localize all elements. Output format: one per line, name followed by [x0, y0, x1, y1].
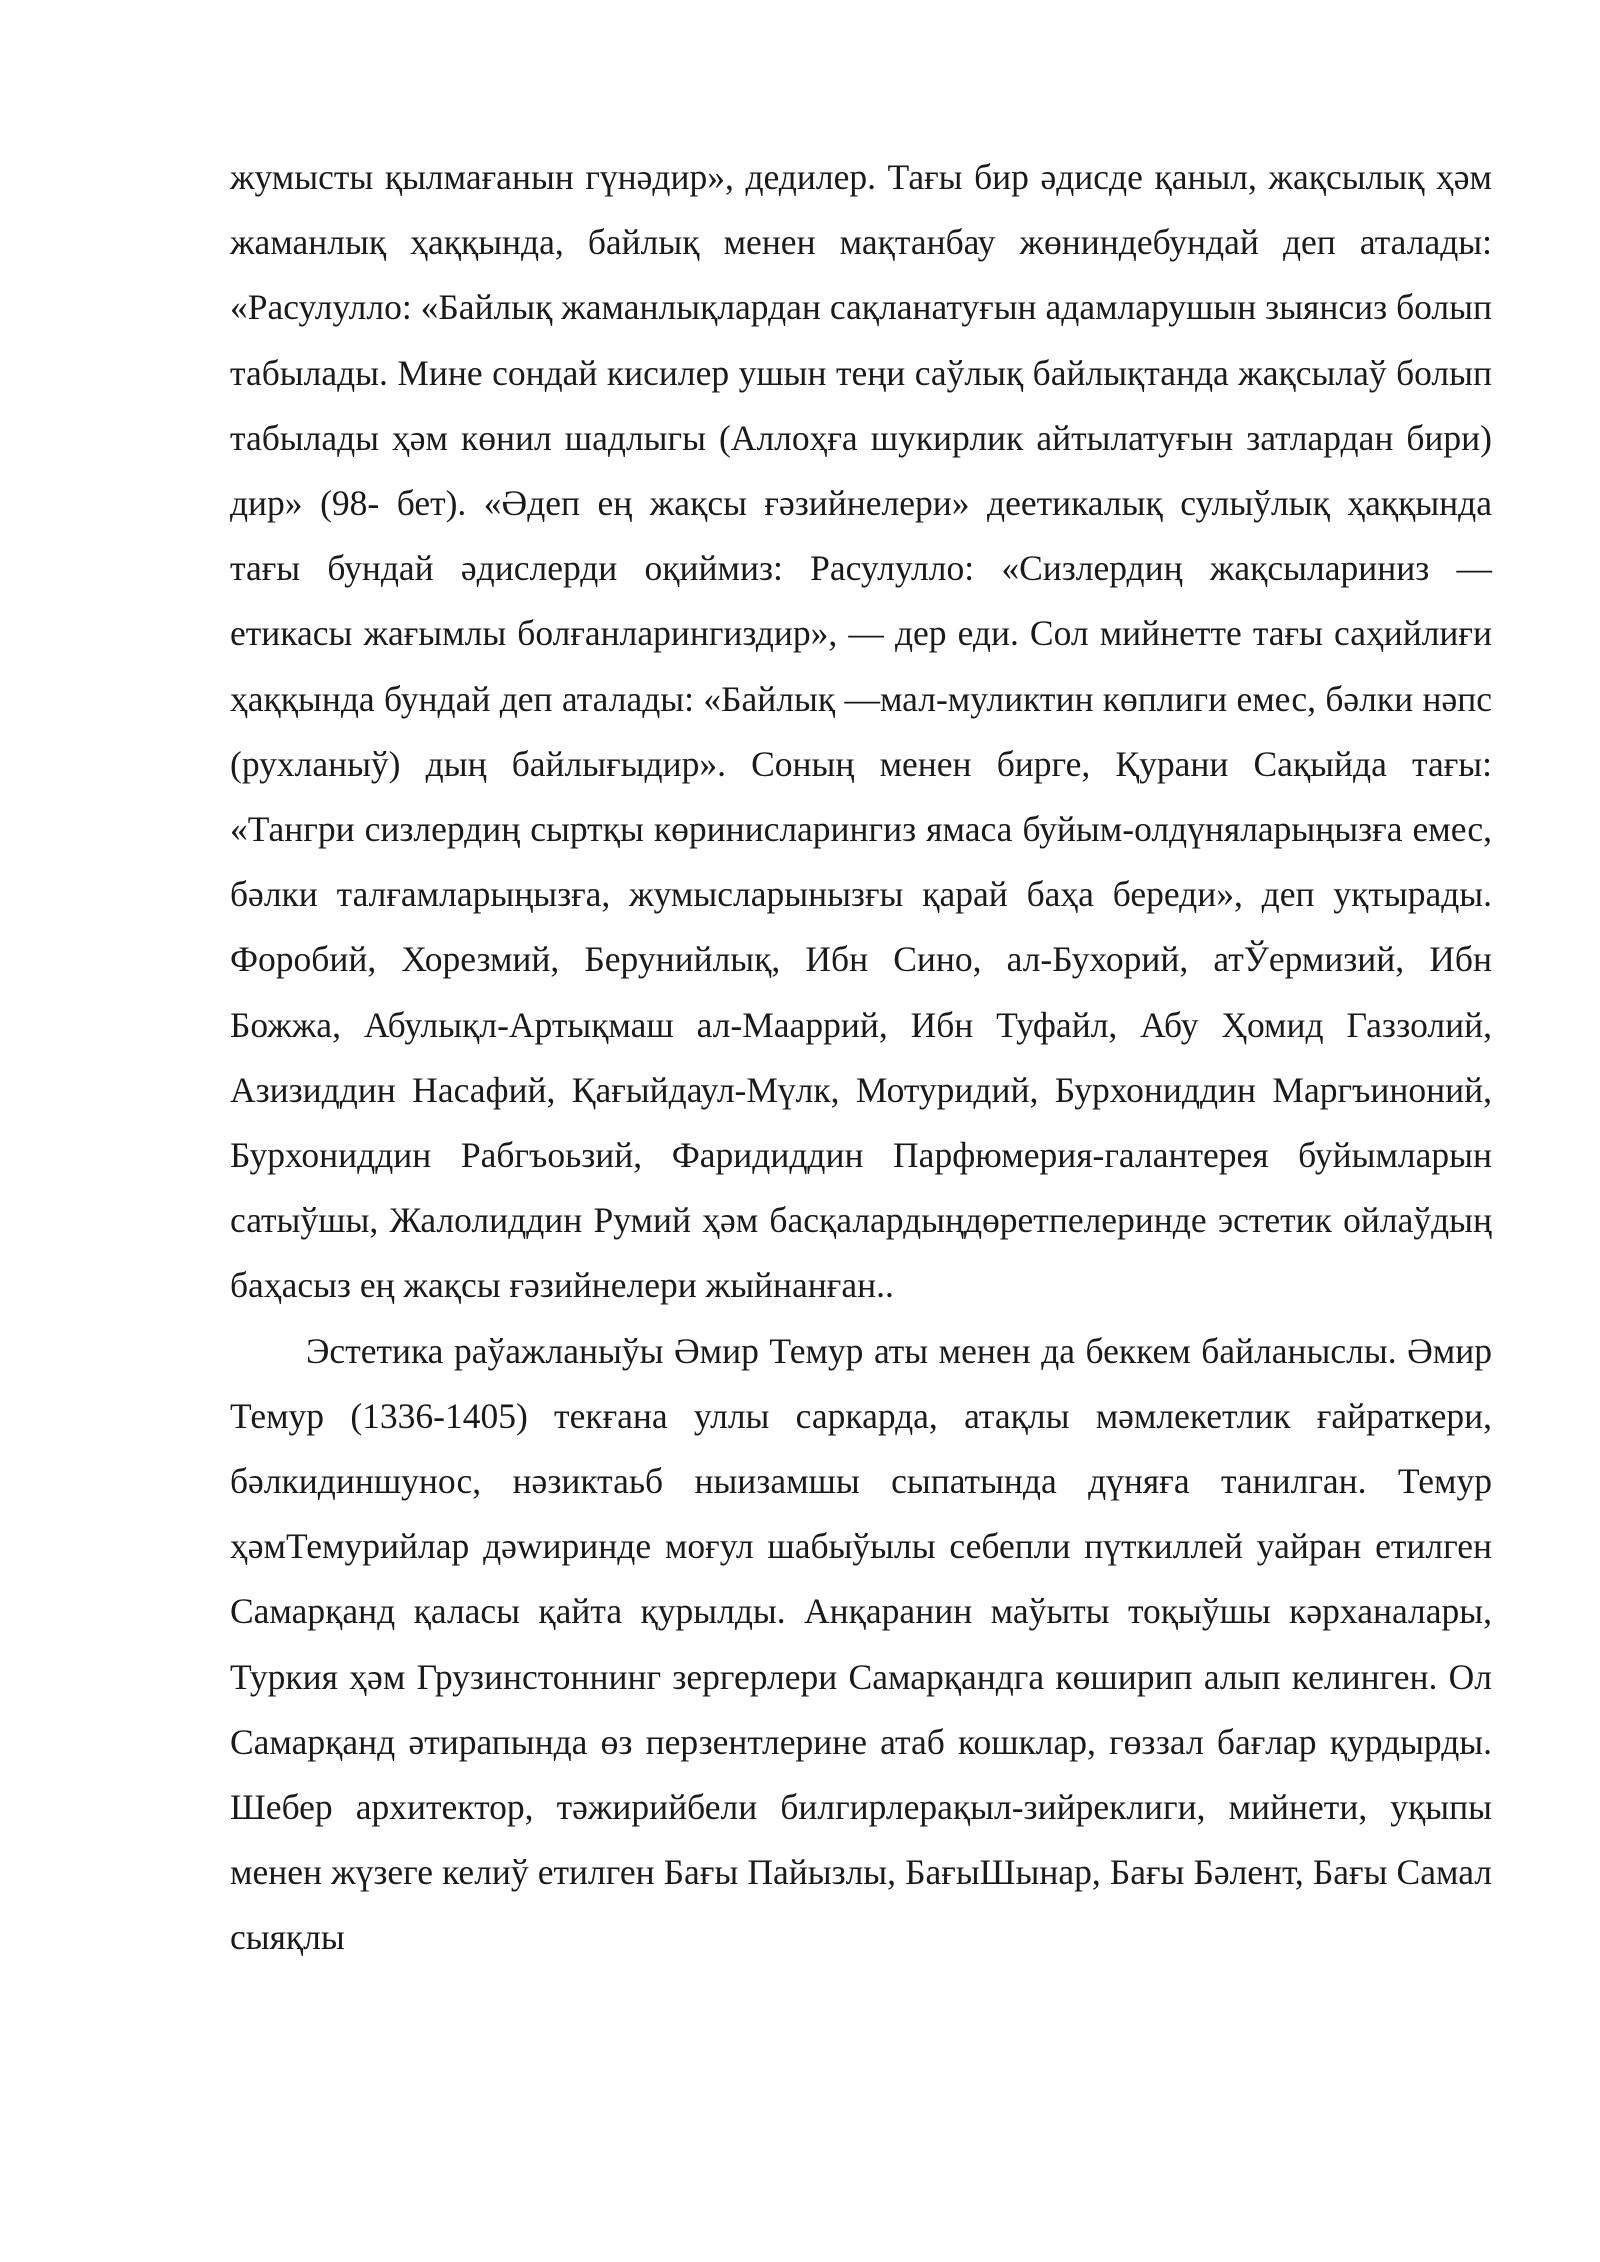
- body-text: [230, 145, 1492, 1971]
- paragraph-1: жумысты қылмағанын гүнәдир», дедилер. Тағы бир әдисде қаныл, жақсылық ҳәм жаманлық ҳаққында, байлық менен мақтанбау жөниндебундай деп аталады: «Расулулло: «Байлық жаманлықлардан сақланатуғын адамларушын зыянсиз болып табылады. Мине сондай кисилер ушын теңи саўлық байлықтанда жақсылаў болып табылады ҳәм көнил шадлыгы (Аллоҳға шукирлик айтылатуғын затлардан бири) дир» (98- бет). «Әдеп ең жақсы ғәзийнелери» деетикалық сулыўлық ҳаққында тағы бундай әдислерди оқиймиз: Расулулло: «Сизлердиң жақсылариниз — етикасы жағымлы болғанларингиздир», — дер еди. Сол мийнетте тағы саҳийлиғи ҳаққында бундай деп аталады: «Байлық —мал-муликтин көплиги емес, бәлки нәпс (рухланыў) дың байлығыдир». Соның менен бирге, Қурани Сақыйда тағы: «Тангри сизлердиң сыртқы көринисларингиз ямаса буйым-олдүняларыңызға емес, бәлки талғамларыңызға, жумысларынызғы қарай баҳа береди», деп уқтырады. Форобий, Хорезмий, Берунийлық, Ибн Сино, ал-Бухорий, атЎермизий, Ибн Божжа, Абулықл-Артықмаш ал-Мааррий, Ибн Туфайл, Абу Ҳомид Газзолий, Азизиддин Насафий, Қағыйдаул-Мүлк, Мотуридий, Бурхониддин Маргъиноний, Бурхониддин Рабгъоьзий, Фаридиддин Парфюмерия-галантерея буйымларын сатыўшы, Жалолиддин Румий ҳәм басқалардыңдөретпелеринде эстетик ойлаўдың баҳасыз ең жақсы ғәзийнелери жыйнанған..: [230, 157, 1492, 1306]
- paragraph-2: Эстетика раўажланыўы Әмир Темур аты менен да беккем байланыслы. Әмир Темур (1336-1405) текғана уллы саркарда, атақлы мәмлекетлик ғайраткери, бәлкидиншунос, нәзиктаьб ныизамшы сыпатында дүняға танилган. Темур ҳәмТемурийлар дәwиринде моғул шабыўылы себепли пүткиллей уайран етилген Самарқанд қаласы қайта қурылды. Анқаранин маўыты тоқыўшы кәрханалары, Туркия ҳәм Грузинстоннинг зергерлери Самарқандга көширип алып келинген. Ол Самарқанд әтирапында өз перзентлерине атаб кошклар, гөззал бағлар қурдырды. Шебер архитектор, тәжирийбели билгирлерақыл-зийреклиги, мийнети, уқыпы менен жүзеге келиў етилген Бағы Пайызлы, БағыШынар, Бағы Бәлент, Бағы Самал сыяқлы: [230, 1330, 1492, 1958]
